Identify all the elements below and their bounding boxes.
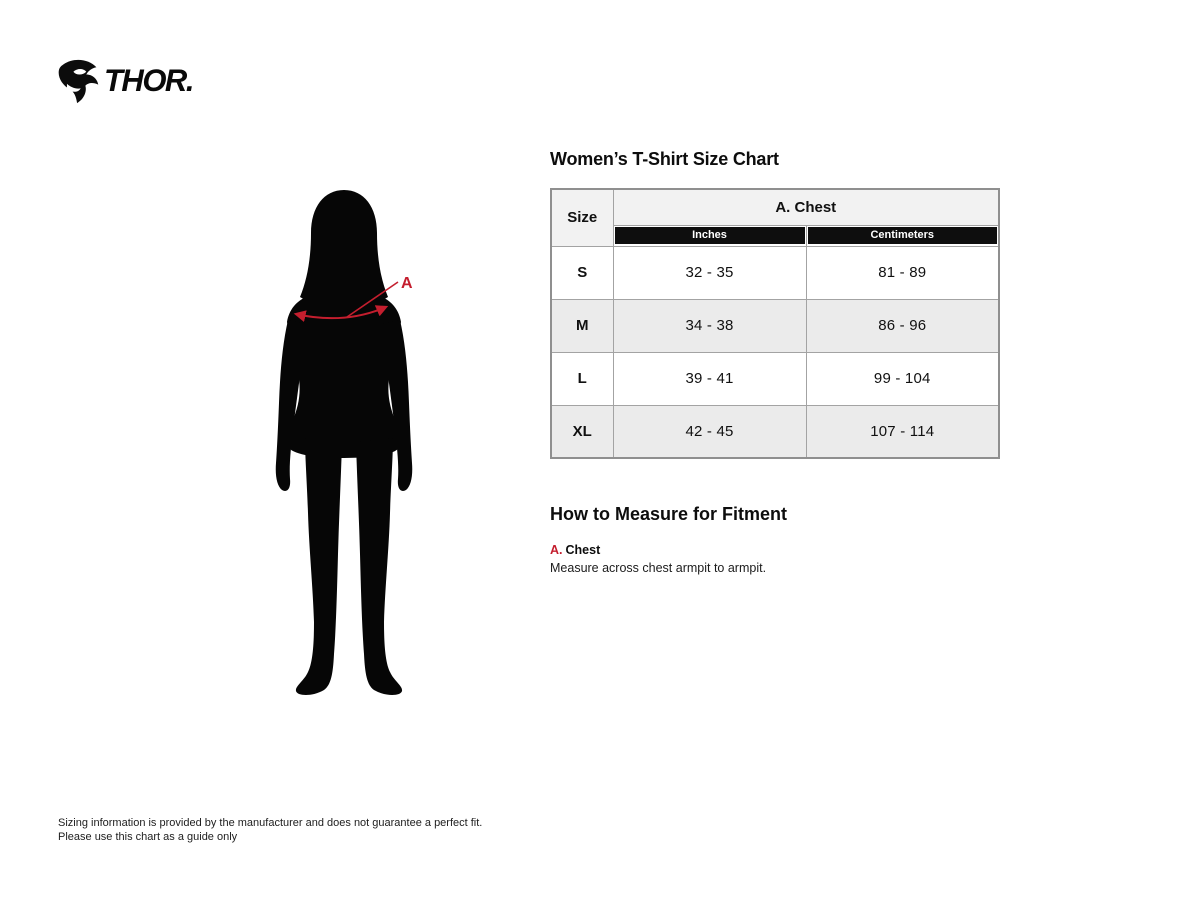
centimeters-cell: 81 - 89	[806, 246, 999, 299]
measure-item-label	[550, 543, 787, 557]
chest-group-header: A. Chest	[613, 189, 999, 225]
centimeters-cell: 107 - 114	[806, 405, 999, 458]
inches-cell: 34 - 38	[613, 299, 806, 352]
inches-cell: 39 - 41	[613, 352, 806, 405]
size-chart-table-wrap	[550, 188, 1000, 459]
measurement-figure	[252, 186, 447, 708]
how-to-measure-section	[550, 504, 787, 575]
centimeters-cell: 86 - 96	[806, 299, 999, 352]
measure-item-name: Chest	[565, 543, 601, 557]
disclaimer-line-1: Sizing information is provided by the manufacturer and does not guarantee a perfect fit.	[58, 817, 483, 829]
measure-item-description: Measure across chest armpit to armpit.	[550, 561, 767, 575]
disclaimer-line-2: Please use this chart as a guide only	[58, 830, 238, 843]
size-chart-table	[550, 188, 1000, 459]
table-row-xl	[551, 405, 999, 458]
table-row-s	[551, 246, 999, 299]
size-cell: L	[551, 352, 613, 405]
size-chart-title: Women’s T-Shirt Size Chart	[550, 149, 779, 169]
centimeters-cell: 99 - 104	[806, 352, 999, 405]
unit-header-centimeters: Centimeters	[806, 225, 999, 246]
inches-cell: 42 - 45	[613, 405, 806, 458]
annotation-letter-a: A	[401, 275, 413, 292]
measure-item-letter: A.	[550, 543, 563, 557]
unit-header-inches: Inches	[613, 225, 806, 246]
disclaimer	[58, 817, 482, 845]
how-to-measure-heading: How to Measure for Fitment	[550, 504, 788, 524]
size-cell: M	[551, 299, 613, 352]
size-cell: S	[551, 246, 613, 299]
size-column-header: Size	[551, 189, 613, 246]
table-row-m	[551, 299, 999, 352]
female-silhouette-diagram	[252, 186, 447, 708]
table-row-l	[551, 352, 999, 405]
brand-wordmark: THOR.	[104, 62, 193, 99]
brand-logo	[55, 56, 193, 106]
size-cell: XL	[551, 405, 613, 458]
inches-cell: 32 - 35	[613, 246, 806, 299]
thor-horned-head-icon	[55, 56, 101, 106]
